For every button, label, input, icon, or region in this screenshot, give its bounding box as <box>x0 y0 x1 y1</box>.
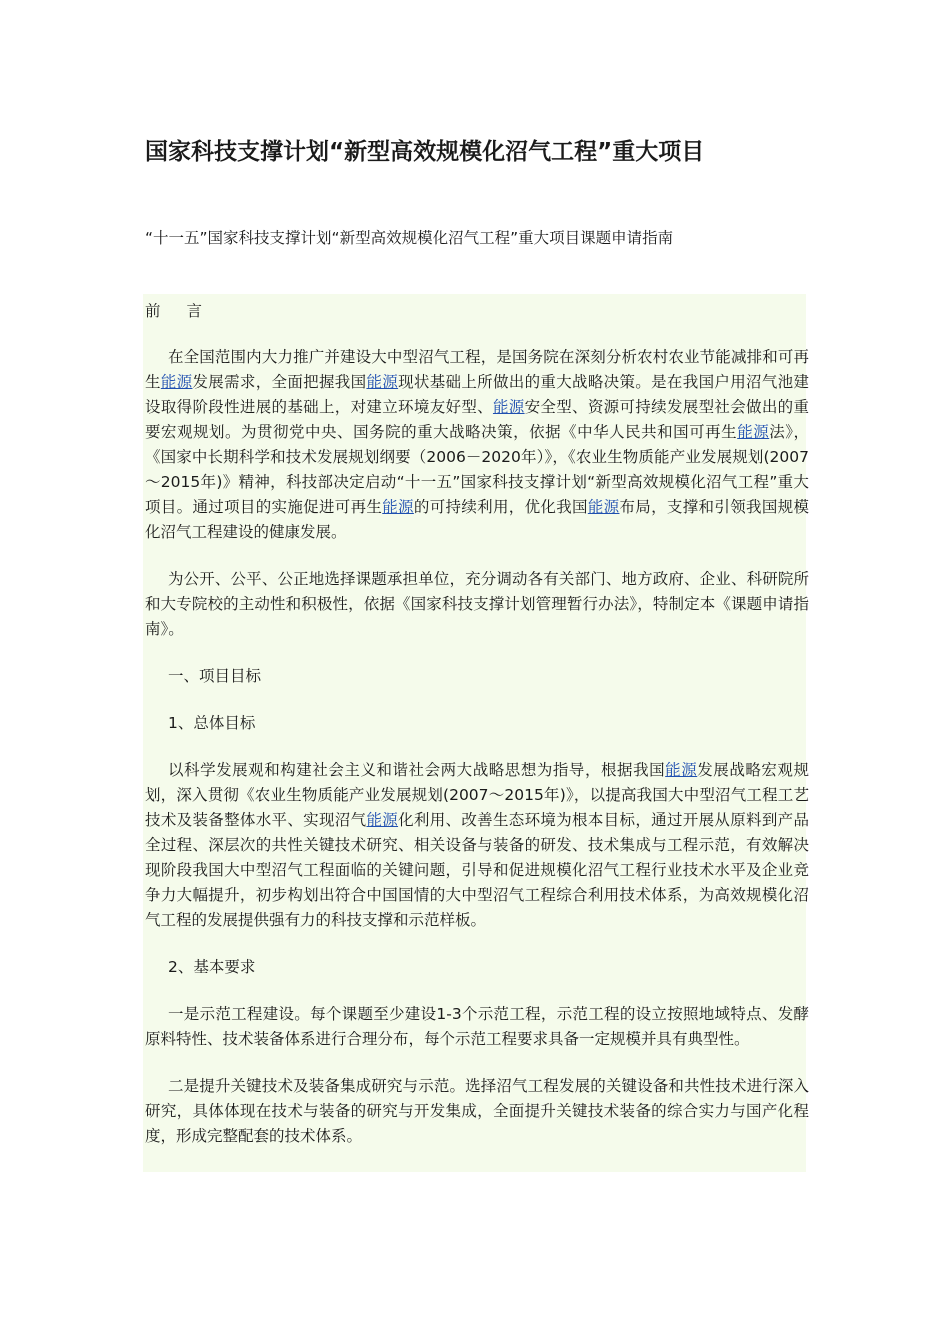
paragraph-requirement-2: 二是提升关键技术及装备集成研究与示范。选择沼气工程发展的关键设备和共性技术进行深入研究，具体体现在技术与装备的研究与开发集成，全面提升关键技术装备的综合实力与国产化程度，形成完整配套的技术体系。 <box>145 1077 809 1145</box>
paragraph-overall-goal <box>145 758 809 933</box>
intro-text-7: 布局，支撑和引领我国规模化沼气工程建设的健康发展。 <box>145 498 809 541</box>
document-title: 国家科技支撑计划“新型高效规模化沼气工程”重大项目 <box>145 139 705 165</box>
energy-link[interactable]: 能源 <box>366 373 399 391</box>
paragraph-intro <box>145 345 809 545</box>
document-body <box>145 296 809 1149</box>
document-subtitle: “十一五”国家科技支撑计划“新型高效规模化沼气工程”重大项目课题申请指南 <box>145 229 674 247</box>
intro-text-1: 在全国范围内大力推广并建设大中型沼气工程，是国务院在深刻分析农村农业节能减排和可再生 <box>145 348 809 391</box>
paragraph-purpose: 为公开、公平、公正地选择课题承担单位，充分调动各有关部门、地方政府、企业、科研院所和大专院校的主动性和积极性，依据《国家科技支撑计划管理暂行办法》，特制定本《课题申请指南》。 <box>145 570 809 638</box>
energy-link[interactable]: 能源 <box>737 423 770 441</box>
intro-text-2: 发展需求，全面把握我国 <box>192 373 367 391</box>
subsection-heading-requirements: 2、基本要求 <box>168 958 256 976</box>
intro-text-6: 的可持续利用，优化我国 <box>413 498 588 516</box>
goal-text-2: 发展战略宏观规划，深入贯彻《农业生物质能产业发展规划(2007～2015年)》，以提高我国大中型沼气工程工艺技术及装备整体水平、实现沼气 <box>145 761 809 829</box>
subsection-heading-overall: 1、总体目标 <box>168 714 256 732</box>
intro-text-5: 法》，《国家中长期科学和技术发展规划纲要（2006－2020年）》，《农业生物质能产业发展规划(2007～2015年)》精神，科技部决定启动“十一五”国家科技支撑计划“新型高效规模化沼气工程”重大项目。通过项目的实施促进可再生 <box>145 423 809 516</box>
energy-link[interactable]: 能源 <box>665 761 698 779</box>
paragraph-requirement-1: 一是示范工程建设。每个课题至少建设1-3个示范工程，示范工程的设立按照地域特点、发酵原料特性、技术装备体系进行合理分布，每个示范工程要求具备一定规模并具有典型性。 <box>145 1005 809 1048</box>
preface-char-1: 前 <box>145 302 161 320</box>
intro-text-3: 现状基础上所做出的重大战略决策。是在我国户用沼气池建设取得阶段性进展的基础上，对建立环境友好型、 <box>145 373 809 416</box>
energy-link[interactable]: 能源 <box>160 373 193 391</box>
section-heading-goals: 一、项目目标 <box>168 667 262 685</box>
preface-char-2: 言 <box>186 302 203 320</box>
goal-text-3: 化利用、改善生态环境为根本目标，通过开展从原料到产品全过程、深层次的共性关键技术研究、相关设备与装备的研发、技术集成与工程示范，有效解决现阶段我国大中型沼气工程面临的关键问题，引导和促进规模化沼气工程行业技术水平及企业竞争力大幅提升，初步构划出符合中国国情的大中型沼气工程综合利用技术体系，为高效规模化沼气工程的发展提供强有力的科技支撑和示范样板。 <box>145 811 809 929</box>
goal-text-1: 以科学发展观和构建社会主义和谐社会两大战略思想为指导，根据我国 <box>168 761 666 779</box>
energy-link[interactable]: 能源 <box>492 398 525 416</box>
energy-link[interactable]: 能源 <box>382 498 414 516</box>
energy-link[interactable]: 能源 <box>587 498 620 516</box>
intro-text-4: 安全型、资源可持续发展型社会做出的重要宏观规划。为贯彻党中央、国务院的重大战略决策，依据《中华人民共和国可再生 <box>145 398 809 441</box>
preface-heading <box>145 299 809 324</box>
energy-link[interactable]: 能源 <box>366 811 399 829</box>
